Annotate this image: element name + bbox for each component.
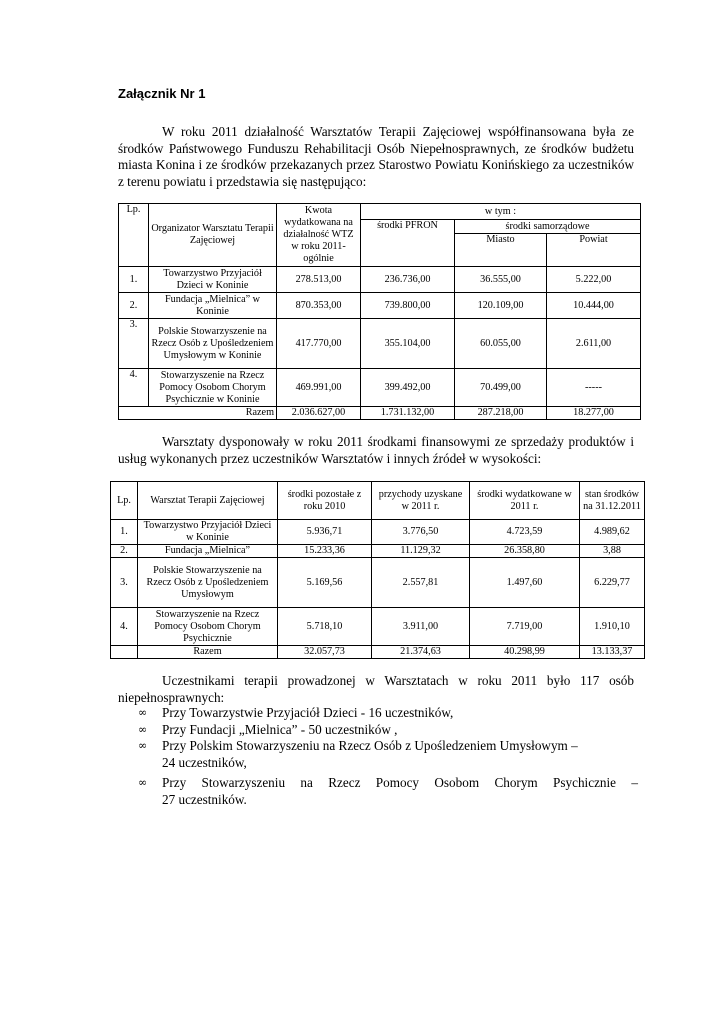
total-amount: 2.036.627,00: [277, 407, 361, 420]
list-item: ∞ Przy Polskim Stowarzyszeniu na Rzecz Osób z Upośledzeniem Umysłowym – 24 uczestników,: [138, 738, 578, 770]
cell-spent: 7.719,00: [470, 608, 580, 646]
cell-workshop: Polskie Stowarzyszenie na Rzecz Osób z Upośledzeniem Umysłowym: [138, 558, 278, 608]
cell-spent: 4.723,59: [470, 520, 580, 545]
second-paragraph: Warsztaty dysponowały w roku 2011 środkami finansowymi ze sprzedaży produktów i usług wykonanych przez uczestników Warsztatów i innych źródeł w wysokości:: [118, 434, 634, 466]
funding-table: [118, 203, 641, 420]
total-city: 287.218,00: [455, 407, 547, 420]
cell-city: 60.055,00: [455, 319, 547, 369]
col-header-pfron: środki PFRON: [361, 220, 455, 267]
cell-spent: 1.497,60: [470, 558, 580, 608]
cell-amount: 278.513,00: [277, 267, 361, 293]
cell-spent: 26.358,80: [470, 545, 580, 558]
intro-paragraph: W roku 2011 działalność Warsztatów Terapii Zajęciowej współfinansowana była ze środków Państwowego Funduszu Rehabilitacji Osób Niepełnosprawnych, ze środków budżetu miasta Konina i ze środków przekazanych przez Starostwo Powiatu Konińskiego za uczestników z terenu powiatu i przedstawia się następująco:: [118, 124, 634, 189]
cell-revenue: 11.129,32: [372, 545, 470, 558]
cell-remaining: 15.233,36: [278, 545, 372, 558]
cell-county: 10.444,00: [547, 293, 641, 319]
cell-remaining: 5.936,71: [278, 520, 372, 545]
col-header-balance: stan środków na 31.12.2011: [580, 482, 645, 520]
cell-revenue: 3.776,50: [372, 520, 470, 545]
cell-organizer: Towarzystwo Przyjaciół Dzieci w Koninie: [149, 267, 277, 293]
cell-remaining: 5.169,56: [278, 558, 372, 608]
table-row: [111, 545, 645, 558]
col-header-lp: Lp.: [119, 204, 149, 267]
total-revenue: 21.374,63: [372, 646, 470, 659]
cell-lp: 2.: [119, 293, 149, 319]
cell-lp: 4.: [111, 608, 138, 646]
cell-workshop: Fundacja „Mielnica”: [138, 545, 278, 558]
table-row: [111, 520, 645, 545]
col-header-county: Powiat: [547, 234, 641, 267]
col-header-local-funds: środki samorządowe: [455, 220, 641, 234]
table-row: [119, 267, 641, 293]
participants-list: [138, 705, 638, 808]
infinity-bullet-icon: ∞: [138, 776, 148, 789]
cell-city: 120.109,00: [455, 293, 547, 319]
cell-workshop: Towarzystwo Przyjaciół Dzieci w Koninie: [138, 520, 278, 545]
table-header-row: [119, 204, 641, 220]
total-label: Razem: [138, 646, 278, 659]
cell-balance: 6.229,77: [580, 558, 645, 608]
cell-city: 70.499,00: [455, 369, 547, 407]
total-balance: 13.133,37: [580, 646, 645, 659]
col-header-lp: Lp.: [111, 482, 138, 520]
cell-balance: 4.989,62: [580, 520, 645, 545]
col-header-including: w tym :: [361, 204, 641, 220]
table-row: [111, 558, 645, 608]
cell-lp: 3.: [119, 319, 149, 369]
cell-remaining: 5.718,10: [278, 608, 372, 646]
cell-pfron: 399.492,00: [361, 369, 455, 407]
cell-lp: 2.: [111, 545, 138, 558]
cell-organizer: Fundacja „Mielnica” w Koninie: [149, 293, 277, 319]
cell-lp: 3.: [111, 558, 138, 608]
cell-pfron: 355.104,00: [361, 319, 455, 369]
col-header-organizer: Organizator Warsztatu Terapii Zajęciowej: [149, 204, 277, 267]
cell-county: 2.611,00: [547, 319, 641, 369]
cell-balance: 3,88: [580, 545, 645, 558]
cell-balance: 1.910,10: [580, 608, 645, 646]
col-header-city: Miasto: [455, 234, 547, 267]
list-item: ∞ Przy Stowarzyszeniu na Rzecz Pomocy Osobom Chorym Psychicznie – 27 uczestników.: [138, 775, 638, 807]
cell-lp: 4.: [119, 369, 149, 407]
table-total-row: [111, 646, 645, 659]
cell-workshop: Stowarzyszenie na Rzecz Pomocy Osobom Chorym Psychicznie: [138, 608, 278, 646]
total-remaining: 32.057,73: [278, 646, 372, 659]
total-label: Razem: [149, 407, 277, 420]
cell-lp: 1.: [111, 520, 138, 545]
cell-revenue: 2.557,81: [372, 558, 470, 608]
table-row: [119, 319, 641, 369]
document-title: Załącznik Nr 1: [118, 86, 206, 101]
total-county: 18.277,00: [547, 407, 641, 420]
list-item: ∞ Przy Fundacji „Mielnica” - 50 uczestników ,: [138, 721, 398, 737]
table-row: [111, 608, 645, 646]
col-header-spent: środki wydatkowane w 2011 r.: [470, 482, 580, 520]
infinity-bullet-icon: ∞: [138, 722, 148, 736]
total-spent: 40.298,99: [470, 646, 580, 659]
table-header-row: [111, 482, 645, 520]
participants-paragraph: Uczestnikami terapii prowadzonej w Warsztatach w roku 2011 było 117 osób niepełnosprawnych:: [118, 673, 634, 705]
infinity-bullet-icon: ∞: [138, 706, 148, 719]
cell-organizer: Stowarzyszenie na Rzecz Pomocy Osobom Chorym Psychicznie w Koninie: [149, 369, 277, 407]
own-funds-table: [110, 481, 645, 659]
cell-amount: 870.353,00: [277, 293, 361, 319]
col-header-workshop: Warsztat Terapii Zajęciowej: [138, 482, 278, 520]
cell-pfron: 739.800,00: [361, 293, 455, 319]
cell-lp: 1.: [119, 267, 149, 293]
total-pfron: 1.731.132,00: [361, 407, 455, 420]
cell-pfron: 236.736,00: [361, 267, 455, 293]
col-header-revenue: przychody uzyskane w 2011 r.: [372, 482, 470, 520]
list-item: ∞ Przy Towarzystwie Przyjaciół Dzieci - 16 uczestników,: [138, 705, 454, 720]
infinity-bullet-icon: ∞: [138, 739, 148, 752]
table-total-row: [119, 407, 641, 420]
cell-revenue: 3.911,00: [372, 608, 470, 646]
cell-organizer: Polskie Stowarzyszenie na Rzecz Osób z Upośledzeniem Umysłowym w Koninie: [149, 319, 277, 369]
cell-city: 36.555,00: [455, 267, 547, 293]
table-row: [119, 293, 641, 319]
cell-county: -----: [547, 369, 641, 407]
cell-county: 5.222,00: [547, 267, 641, 293]
col-header-remaining: środki pozostałe z roku 2010: [278, 482, 372, 520]
cell-amount: 417.770,00: [277, 319, 361, 369]
table-row: [119, 369, 641, 407]
col-header-amount: Kwota wydatkowana na działalność WTZ w roku 2011- ogólnie: [277, 204, 361, 267]
cell-amount: 469.991,00: [277, 369, 361, 407]
